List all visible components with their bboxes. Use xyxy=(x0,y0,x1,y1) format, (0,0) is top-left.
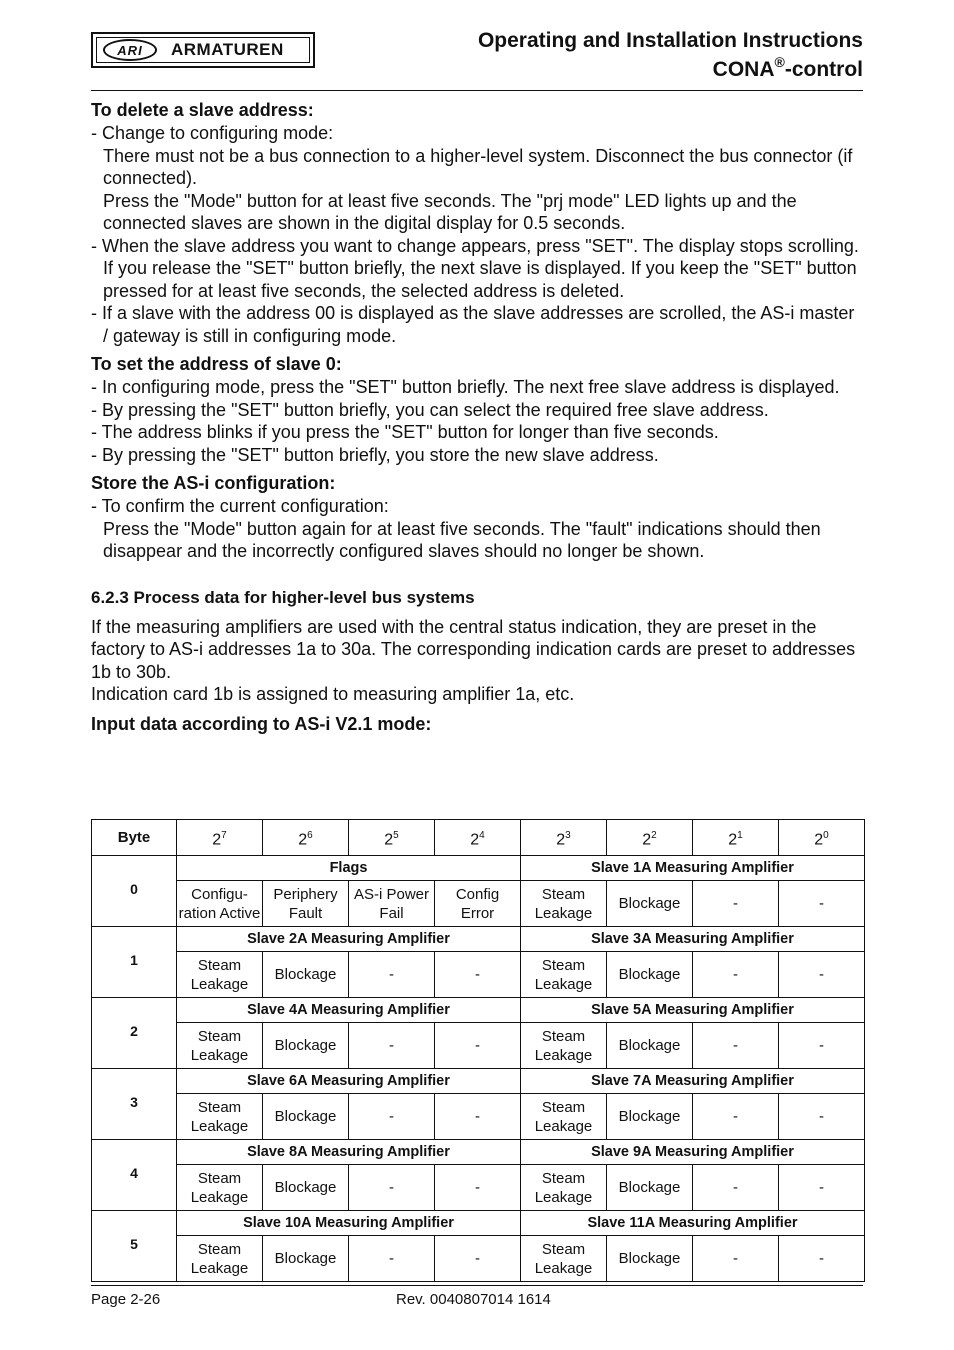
table-group-row xyxy=(92,1140,865,1165)
store-step-1 xyxy=(91,495,863,563)
bit-cell: Steam Leakage xyxy=(177,1023,263,1069)
table-group-row xyxy=(92,1069,865,1094)
bit-cell: - xyxy=(693,1094,779,1140)
left-group-label: Slave 10A Measuring Amplifier xyxy=(177,1211,521,1236)
byte-column-header: Byte xyxy=(92,820,177,856)
delete-step-1 xyxy=(91,122,863,235)
bit-0-header: $2^0$ xyxy=(779,820,865,856)
table-group-row xyxy=(92,856,865,881)
bit-cell: - xyxy=(779,1023,865,1069)
process-paragraph-2: Indication card 1b is assigned to measuring amplifier 1a, etc. xyxy=(91,684,575,704)
product-suffix: -control xyxy=(784,58,863,81)
delete-step-1-detail-b: Press the "Mode" button for at least five seconds. The "prj mode" LED lights up and the connected slaves are shown in the digital display for 0.5 seconds. xyxy=(103,190,797,233)
table-group-row xyxy=(92,998,865,1023)
table-group-row xyxy=(92,927,865,952)
bit-cell: - xyxy=(693,1236,779,1282)
bit-5-header: $2^5$ xyxy=(349,820,435,856)
table-heading: Input data according to AS-i V2.1 mode: xyxy=(91,713,432,734)
bit-cell: Blockage xyxy=(607,1165,693,1211)
byte-number-cell: 2 xyxy=(92,998,177,1069)
bit-cell: Steam Leakage xyxy=(177,1094,263,1140)
bit-cell: - xyxy=(693,952,779,998)
bit-cell: - xyxy=(435,1165,521,1211)
bit-cell: - xyxy=(779,881,865,927)
header-rule xyxy=(91,90,863,91)
delete-step-1-detail-a: There must not be a bus connection to a higher-level system. Disconnect the bus connector (if connected). xyxy=(103,145,853,188)
section-6-2-3-heading: 6.2.3 Process data for higher-level bus systems xyxy=(91,587,475,607)
bit-cell: - xyxy=(349,1236,435,1282)
table-bit-row xyxy=(92,1023,865,1069)
bit-cell: Blockage xyxy=(263,1236,349,1282)
bit-cell: - xyxy=(349,1165,435,1211)
bit-cell: Blockage xyxy=(263,952,349,998)
bit-cell: Steam Leakage xyxy=(521,881,607,927)
bit-1-header: $2^1$ xyxy=(693,820,779,856)
right-group-label: Slave 5A Measuring Amplifier xyxy=(521,998,865,1023)
bit-cell: Blockage xyxy=(263,1165,349,1211)
registered-mark: ® xyxy=(774,54,785,70)
bit-cell: Steam Leakage xyxy=(177,1236,263,1282)
title-line-1: Operating and Installation Instructions xyxy=(477,29,863,52)
bit-cell: Config Error xyxy=(435,881,521,927)
right-group-label: Slave 3A Measuring Amplifier xyxy=(521,927,865,952)
store-heading: Store the AS-i configuration: xyxy=(91,473,336,493)
process-paragraph-1: If the measuring amplifiers are used with the central status indication, they are preset in the factory to AS-i addresses 1a to 30a. The corresponding indication cards are preset to addresses 1b to 30b. xyxy=(91,616,856,682)
bit-cell: - xyxy=(435,1094,521,1140)
input-data-table-wrapper xyxy=(91,819,864,1282)
left-group-label: Slave 4A Measuring Amplifier xyxy=(177,998,521,1023)
bit-cell: Blockage xyxy=(607,1094,693,1140)
byte-number-cell: 1 xyxy=(92,927,177,998)
bit-cell: Steam Leakage xyxy=(521,952,607,998)
table-bit-row xyxy=(92,1094,865,1140)
byte-number-cell: 0 xyxy=(92,856,177,927)
bit-cell: - xyxy=(435,952,521,998)
bit-cell: - xyxy=(693,1165,779,1211)
set-step-2: - By pressing the "SET" button briefly, you can select the required free slave address. xyxy=(91,399,769,420)
bit-cell: Steam Leakage xyxy=(177,1165,263,1211)
bit-cell: Steam Leakage xyxy=(521,1094,607,1140)
left-group-label: Slave 6A Measuring Amplifier xyxy=(177,1069,521,1094)
product-name: CONA xyxy=(712,58,775,81)
bit-cell: Steam Leakage xyxy=(521,1165,607,1211)
table-header-row xyxy=(92,820,865,856)
document-title xyxy=(478,26,863,84)
bit-cell: - xyxy=(779,1094,865,1140)
bit-cell: - xyxy=(349,952,435,998)
bit-cell: Blockage xyxy=(263,1094,349,1140)
right-group-label: Slave 7A Measuring Amplifier xyxy=(521,1069,865,1094)
bit-cell: Steam Leakage xyxy=(521,1236,607,1282)
set-step-3: - The address blinks if you press the "SET" button for longer than five seconds. xyxy=(91,422,719,442)
bit-cell: - xyxy=(349,1023,435,1069)
bit-cell: Blockage xyxy=(607,952,693,998)
bit-cell: Periphery Fault xyxy=(263,881,349,927)
delete-heading: To delete a slave address: xyxy=(91,100,314,120)
right-group-label: Slave 1A Measuring Amplifier xyxy=(521,856,865,881)
table-bit-row xyxy=(92,1165,865,1211)
byte-number-cell: 5 xyxy=(92,1211,177,1282)
bit-3-header: $2^3$ xyxy=(521,820,607,856)
set-step-1: - In configuring mode, press the "SET" button briefly. The next free slave address is displayed. xyxy=(91,377,840,397)
bit-cell: Blockage xyxy=(263,1023,349,1069)
set-step-4: - By pressing the "SET" button briefly, you store the new slave address. xyxy=(91,444,659,465)
table-group-row xyxy=(92,1211,865,1236)
byte-number-cell: 3 xyxy=(92,1069,177,1140)
bit-6-header: $2^6$ xyxy=(263,820,349,856)
bit-cell: - xyxy=(693,1023,779,1069)
bit-cell: Steam Leakage xyxy=(177,952,263,998)
bit-cell: Configu- ration Active xyxy=(177,881,263,927)
bit-cell: - xyxy=(779,952,865,998)
bit-cell: - xyxy=(779,1165,865,1211)
delete-step-2: - When the slave address you want to change appears, press "SET". The display stops scrolling. If you release the "SET" button briefly, the next slave is displayed. If you keep the "SET" button pressed for at least five seconds, the selected address is deleted. xyxy=(91,235,859,301)
bit-cell: - xyxy=(349,1094,435,1140)
table-bit-row xyxy=(92,1236,865,1282)
table-bit-row xyxy=(92,881,865,927)
bit-cell: Blockage xyxy=(607,881,693,927)
right-group-label: Slave 9A Measuring Amplifier xyxy=(521,1140,865,1165)
bit-7-header: $2^7$ xyxy=(177,820,263,856)
delete-step-3: - If a slave with the address 00 is displayed as the slave addresses are scrolled, the AS-i master / gateway is still in configuring mode. xyxy=(91,303,855,346)
bit-cell: AS-i Power Fail xyxy=(349,881,435,927)
bit-cell: - xyxy=(779,1236,865,1282)
bit-cell: - xyxy=(693,881,779,927)
store-step-1-lead: - To confirm the current configuration: xyxy=(91,496,389,516)
left-group-label: Slave 2A Measuring Amplifier xyxy=(177,927,521,952)
bit-cell: Blockage xyxy=(607,1236,693,1282)
bit-2-header: $2^2$ xyxy=(607,820,693,856)
bit-cell: Steam Leakage xyxy=(521,1023,607,1069)
page-number: Page 2-26 xyxy=(91,1291,161,1308)
title-line-2 xyxy=(478,55,863,84)
revision-number: Rev. 0040807014 1614 xyxy=(396,1291,551,1308)
byte-number-cell: 4 xyxy=(92,1140,177,1211)
bit-cell: - xyxy=(435,1236,521,1282)
right-group-label: Slave 11A Measuring Amplifier xyxy=(521,1211,865,1236)
logo-wordmark: ARMATUREN xyxy=(171,40,284,59)
footer-rule xyxy=(91,1285,863,1286)
company-logo xyxy=(91,32,315,68)
bit-cell: Blockage xyxy=(607,1023,693,1069)
store-step-1-detail: Press the "Mode" button again for at least five seconds. The "fault" indications should then disappear and the incorrectly configured slaves should no longer be shown. xyxy=(103,518,821,561)
left-group-label: Slave 8A Measuring Amplifier xyxy=(177,1140,521,1165)
page-body xyxy=(91,98,863,736)
left-group-label: Flags xyxy=(177,856,521,881)
bit-4-header: $2^4$ xyxy=(435,820,521,856)
set-heading: To set the address of slave 0: xyxy=(91,354,342,374)
logo-mark: ARI xyxy=(103,39,157,61)
table-bit-row xyxy=(92,952,865,998)
bit-cell: - xyxy=(435,1023,521,1069)
input-data-table xyxy=(91,819,865,1282)
delete-step-1-lead: - Change to configuring mode: xyxy=(91,123,334,143)
